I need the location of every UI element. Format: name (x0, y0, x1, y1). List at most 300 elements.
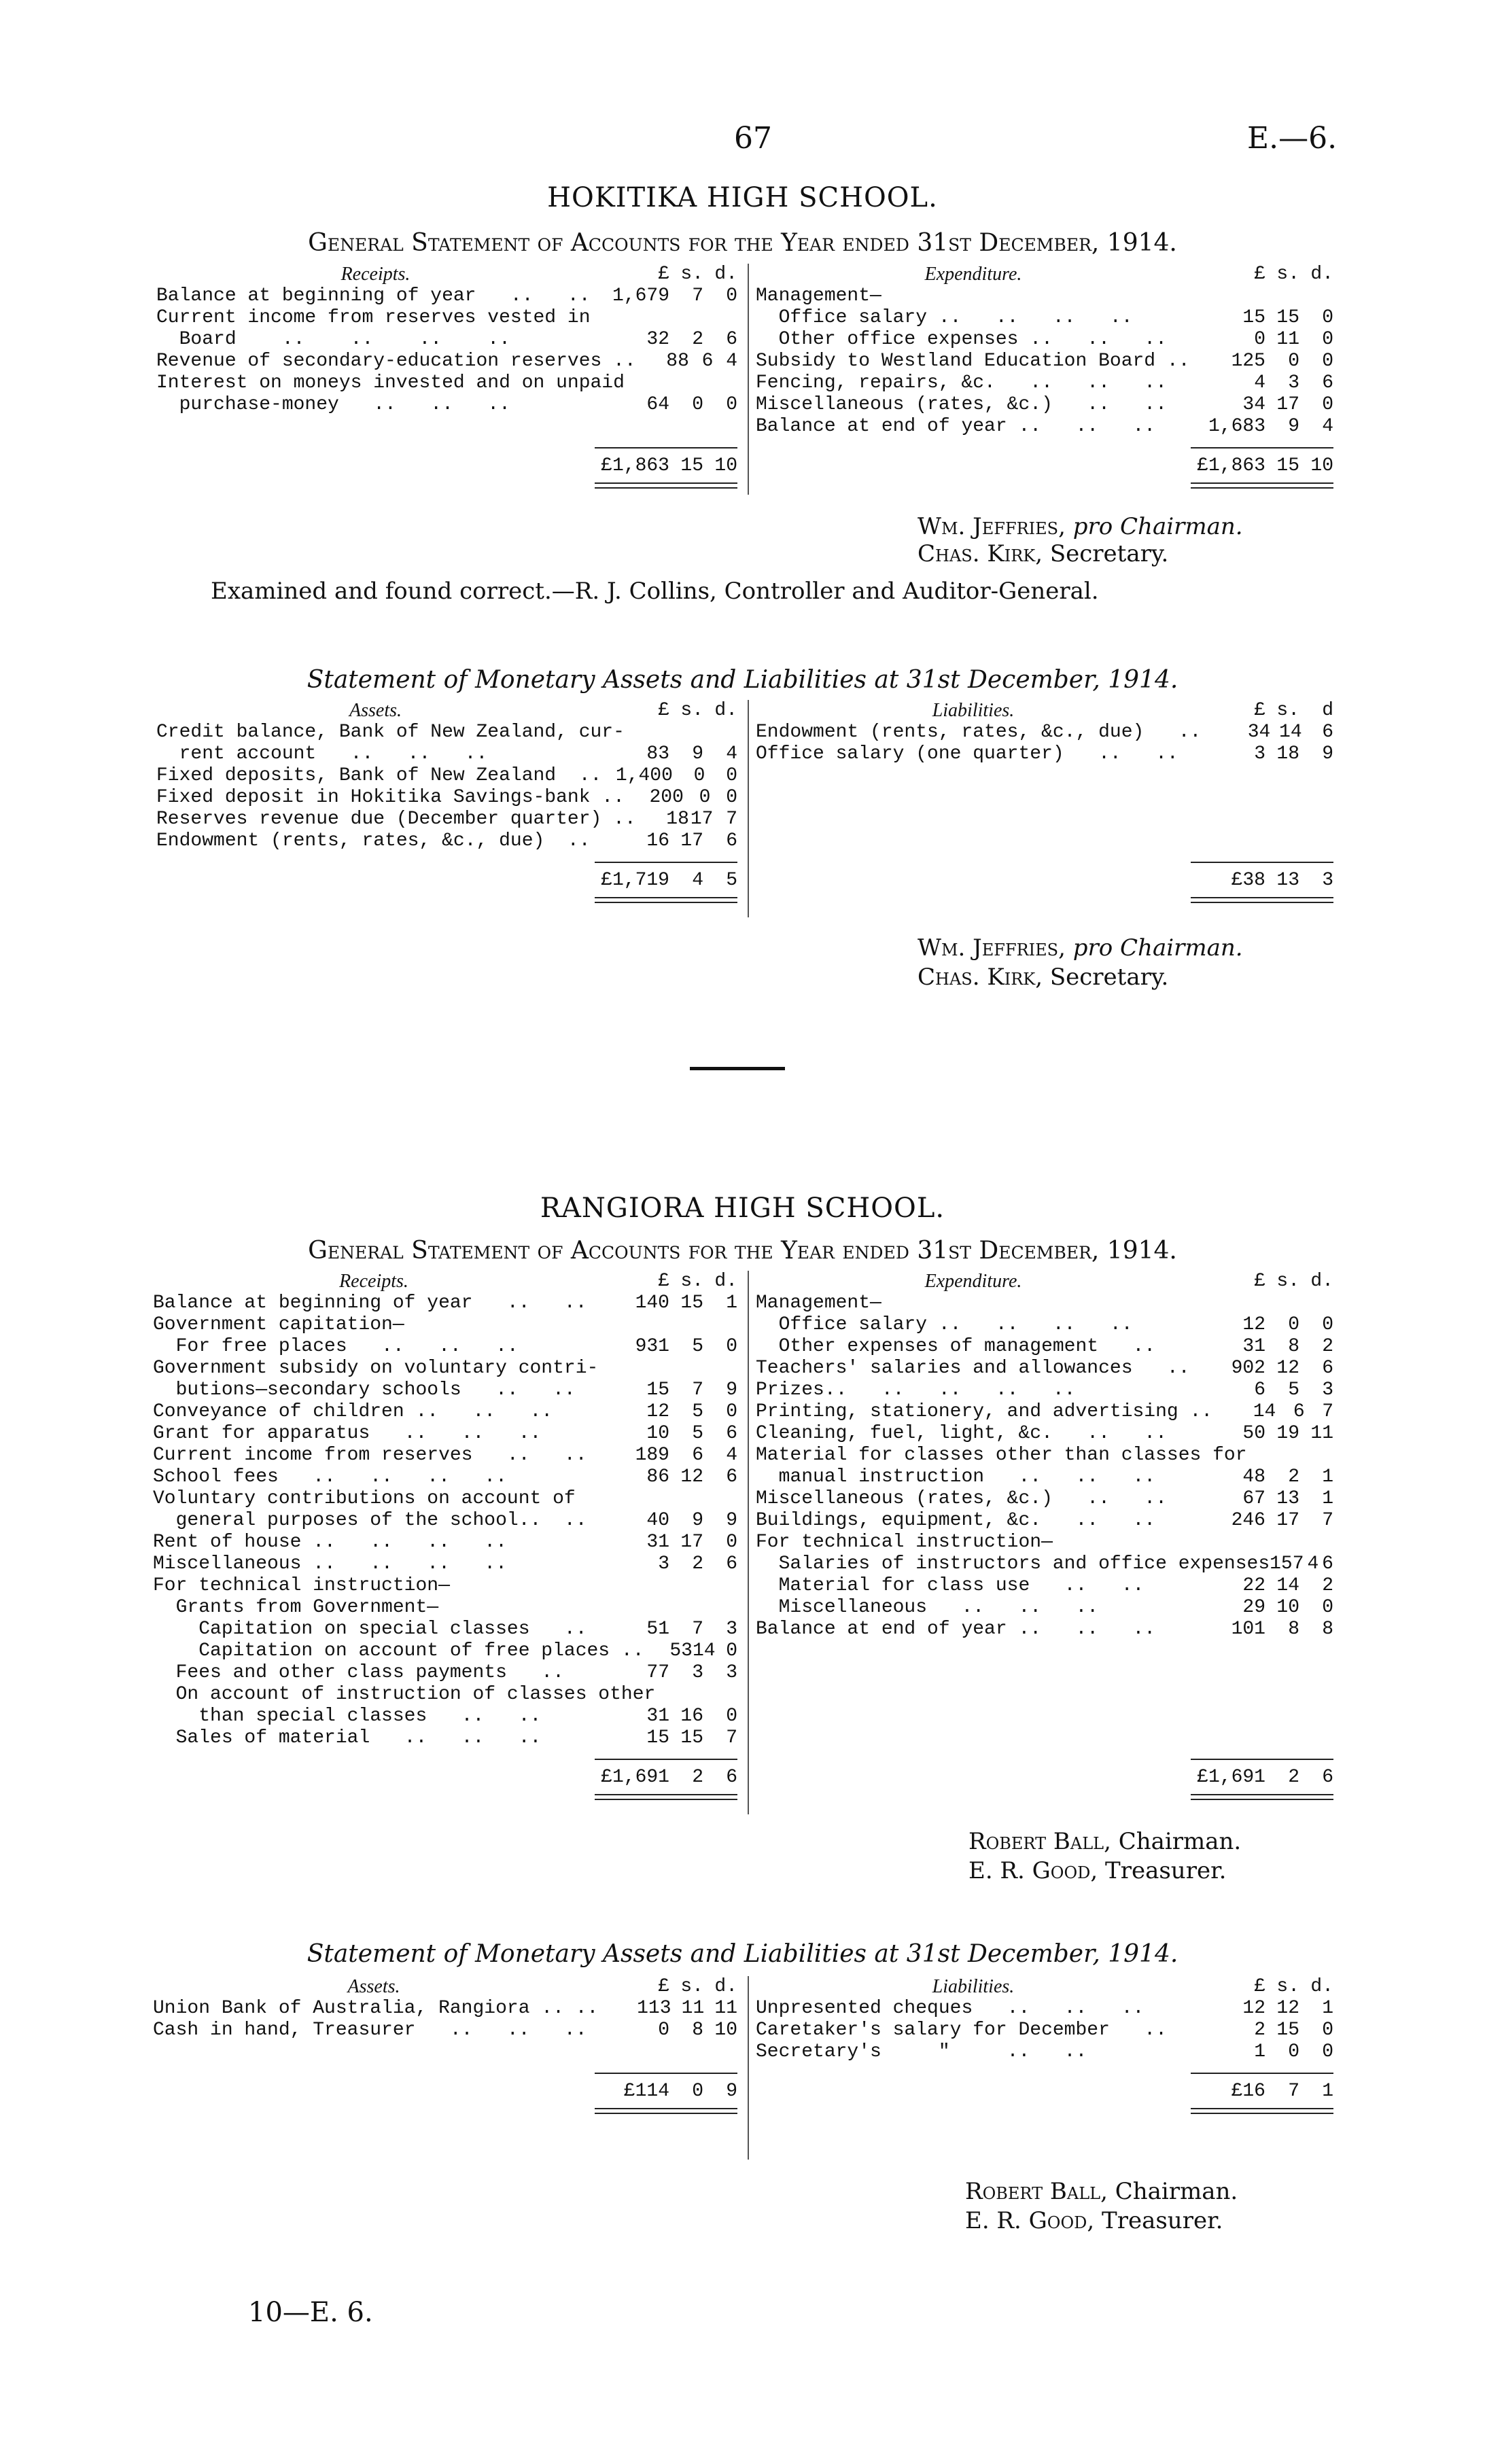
pence-value: 0 (726, 765, 737, 786)
row-label: Conveyance of children .. .. .. (153, 1401, 553, 1422)
pence-value: 0 (726, 1532, 737, 1553)
hokitika-receipts-table (156, 264, 737, 489)
unit-header: s. (680, 700, 703, 721)
total-shillings: 0 (692, 2081, 703, 2102)
table-row (153, 1684, 737, 1706)
total-pounds: £16 (1231, 2081, 1265, 2102)
pence-value: 11 (714, 1998, 737, 2019)
row-label: Material for classes other than classes for (756, 1445, 1247, 1466)
pounds-value: 51 (646, 1619, 669, 1640)
double-rule-bottom (595, 902, 737, 903)
hokitika-signature-1 (918, 513, 1243, 540)
table-row (756, 1597, 1333, 1619)
total-rule (595, 1759, 737, 1760)
shillings-value: 0 (693, 765, 705, 786)
pence-value: 0 (1322, 329, 1333, 350)
table-row (153, 1553, 737, 1575)
pence-value: 9 (1322, 743, 1333, 764)
row-label: Fixed deposits, Bank of New Zealand .. (156, 765, 602, 786)
rangiora-signature-4 (965, 2207, 1223, 2234)
pence-value: 3 (726, 1619, 737, 1640)
pence-value: 1 (1322, 1998, 1333, 2019)
table-row (756, 416, 1333, 438)
total-pence: 9 (726, 2081, 737, 2102)
table-row (153, 1727, 737, 1749)
pounds-value (1191, 285, 1265, 307)
shillings-value: 0 (692, 394, 703, 415)
shillings-value: 3 (1288, 372, 1299, 393)
table-row (156, 307, 737, 329)
shillings-value (699, 1684, 718, 1706)
row-label: Capitation on special classes .. (153, 1619, 587, 1640)
pounds-value: 53 (669, 1640, 693, 1661)
total-pence: 1 (1322, 2081, 1333, 2102)
row-label: Balance at end of year .. .. .. (756, 1619, 1156, 1640)
pence-value (710, 372, 737, 394)
row-label: Management— (756, 285, 881, 306)
table-row (756, 2020, 1333, 2041)
pence-value: 0 (726, 285, 737, 306)
unit-header: £ (1254, 1976, 1265, 1997)
total-shillings: 15 (680, 455, 703, 476)
unit-header: £ (658, 700, 669, 721)
shillings-value: 5 (692, 1401, 703, 1422)
row-label: manual instruction .. .. .. (756, 1466, 1156, 1488)
column-header: Liabilities. (932, 1976, 1015, 1997)
double-rule-bottom (1191, 2113, 1333, 2114)
total-rule (1191, 2073, 1333, 2074)
table-row (153, 1358, 737, 1379)
row-label: On account of instruction of classes other (153, 1684, 656, 1705)
table-row (756, 285, 1333, 307)
pence-value: 0 (1322, 351, 1333, 372)
row-label: Board .. .. .. .. (156, 329, 510, 350)
row-label: Balance at end of year .. .. .. (756, 416, 1156, 437)
pounds-value: 34 (1242, 394, 1265, 415)
total-shillings: 2 (1288, 1767, 1299, 1788)
shillings-value: 15 (1276, 307, 1299, 328)
shillings-value: 5 (1288, 1379, 1299, 1401)
total-label-spacer (756, 2081, 1191, 2102)
pence-value: 6 (726, 329, 737, 350)
shillings-value: 13 (1276, 1488, 1299, 1509)
row-label: For technical instruction— (756, 1532, 1053, 1553)
table-row (156, 285, 737, 307)
pounds-value (625, 372, 684, 394)
unit-header: d. (1310, 1976, 1333, 1997)
shillings-value (669, 1314, 703, 1336)
total-pence: 6 (726, 1767, 737, 1788)
total-pounds: £1,863 (601, 455, 669, 476)
row-label: Balance at beginning of year .. .. (156, 285, 591, 306)
total-shillings: 2 (692, 1767, 703, 1788)
pence-value: 6 (1322, 1358, 1333, 1379)
column-header: Receipts. (339, 1271, 408, 1292)
pounds-value (1191, 1292, 1265, 1314)
pence-value: 0 (1322, 1314, 1333, 1335)
table-row (756, 1532, 1333, 1553)
pounds-value: 902 (1231, 1358, 1265, 1379)
pence-value (703, 1597, 737, 1619)
hokitika-assets-table (156, 700, 737, 903)
table-row (153, 1662, 737, 1684)
unit-header: d (1322, 700, 1333, 721)
pounds-value: 2 (1254, 2020, 1265, 2041)
table-row (153, 1640, 737, 1662)
double-rule-bottom (1191, 902, 1333, 903)
column-header: Liabilities. (932, 700, 1015, 721)
row-label: For technical instruction— (153, 1575, 450, 1596)
unit-header: s. (1276, 264, 1299, 285)
shillings-value: 17 (1276, 1510, 1299, 1531)
shillings-value: 15 (680, 1292, 703, 1314)
rangiora-signature-1 (968, 1828, 1241, 1855)
table-row (756, 1575, 1333, 1597)
row-label: Capitation on account of free places .. (153, 1640, 644, 1661)
shillings-value: 8 (1288, 1619, 1299, 1640)
total-block (756, 1759, 1333, 1800)
total-label-spacer (156, 870, 595, 892)
table-row (153, 1314, 737, 1336)
table-row (756, 351, 1333, 372)
signatory-role: pro Chairman. (1072, 934, 1243, 962)
pounds-value: 16 (646, 830, 669, 851)
pounds-value: 14 (1253, 1401, 1276, 1422)
page-ref: E.—6. (1247, 121, 1338, 156)
hokitika-title: HOKITIKA HIGH SCHOOL. (547, 182, 938, 213)
total-pounds: £1,691 (601, 1767, 669, 1788)
signatory-name: Wm. Jeffries, (918, 934, 1066, 962)
pounds-value (1247, 1445, 1293, 1466)
table-row (153, 1706, 737, 1727)
pounds-value: 12 (1242, 1314, 1265, 1335)
shillings-value: 7 (692, 1379, 703, 1401)
pounds-value (595, 1314, 669, 1336)
pounds-value: 34 (1247, 722, 1271, 743)
shillings-value: 5 (692, 1336, 703, 1357)
row-label: Union Bank of Australia, Rangiora .. .. (153, 1998, 599, 2019)
table-row (153, 1379, 737, 1401)
table-row (153, 1336, 737, 1358)
pounds-value (655, 1684, 698, 1706)
unit-header: d. (714, 264, 737, 285)
unit-header: d. (714, 1976, 737, 1997)
pence-value: 0 (1322, 1597, 1333, 1618)
pounds-value: 157 (1270, 1553, 1304, 1574)
total-label-spacer (756, 1767, 1191, 1789)
total-row (153, 1767, 737, 1789)
pounds-value: 15 (646, 1727, 669, 1748)
pounds-value: 77 (646, 1662, 669, 1683)
total-rule (595, 862, 737, 863)
total-label-spacer (156, 455, 595, 477)
shillings-value: 17 (690, 809, 714, 830)
unit-header: d. (1310, 264, 1333, 285)
total-row (756, 2081, 1333, 2102)
total-block (756, 2073, 1333, 2114)
table-row (756, 1292, 1333, 1314)
pence-value: 1 (1322, 1488, 1333, 1509)
shillings-value: 17 (680, 1532, 703, 1553)
total-pounds: £1,691 (1197, 1767, 1265, 1788)
shillings-value: 10 (1276, 1597, 1299, 1618)
row-label: Endowment (rents, rates, &c., due) .. (756, 722, 1202, 743)
total-label-spacer (756, 870, 1191, 892)
shillings-value: 19 (1276, 1423, 1299, 1444)
shillings-value: 2 (1288, 1466, 1299, 1488)
table-row (756, 1619, 1333, 1640)
double-rule-top (595, 482, 737, 484)
pounds-value: 12 (646, 1401, 669, 1422)
pence-value: 6 (726, 830, 737, 851)
shillings-value (1265, 285, 1299, 307)
pounds-value (595, 1597, 669, 1619)
total-block (153, 1759, 737, 1800)
table-row (756, 2041, 1333, 2063)
pounds-value: 246 (1231, 1510, 1265, 1531)
shillings-value: 2 (692, 329, 703, 350)
pence-value: 4 (726, 351, 737, 372)
rangiora-signature-2 (968, 1857, 1226, 1884)
section-divider (690, 1067, 785, 1070)
table-header (156, 700, 737, 722)
hokitika-liabilities-table (756, 700, 1333, 903)
pounds-value: 50 (1242, 1423, 1265, 1444)
shillings-value (669, 1575, 703, 1597)
pence-value: 6 (1322, 722, 1334, 743)
rangiora-subtitle: General Statement of Accounts for the Year ended 31st December, 1914. (308, 1237, 1177, 1265)
table-row (756, 1510, 1333, 1532)
double-rule-top (595, 897, 737, 898)
pounds-value: 1,679 (612, 285, 669, 306)
pounds-value: 3 (658, 1553, 669, 1574)
pence-value: 0 (1322, 307, 1333, 328)
pence-value: 0 (726, 394, 737, 415)
total-pence: 5 (726, 870, 737, 891)
unit-header: d. (714, 700, 737, 721)
unit-header: s. (1276, 1976, 1299, 1997)
pounds-value: 48 (1242, 1466, 1265, 1488)
total-rule (595, 447, 737, 448)
row-label: Grant for apparatus .. .. .. (153, 1423, 542, 1444)
shillings-value: 2 (692, 1553, 703, 1574)
table-header (756, 700, 1333, 722)
rangiora-signature-3 (965, 2178, 1238, 2205)
signatory-name: Wm. Jeffries, (918, 513, 1066, 540)
pounds-value (598, 1358, 671, 1379)
pence-value: 4 (1322, 416, 1333, 437)
row-label: Revenue of secondary-education reserves .. (156, 351, 636, 372)
table-row (153, 2020, 737, 2041)
signatory-role: Secretary. (1049, 964, 1169, 991)
row-label: butions—secondary schools .. .. (153, 1379, 576, 1401)
rangiora-title: RANGIORA HIGH SCHOOL. (540, 1193, 945, 1224)
pounds-value: 140 (635, 1292, 669, 1314)
table-header (153, 1976, 737, 1998)
table-row (756, 1336, 1333, 1358)
shillings-value (684, 722, 711, 743)
pence-value: 7 (726, 809, 737, 830)
signatory-role: Treasurer. (1105, 1857, 1227, 1884)
shillings-value: 0 (1288, 351, 1299, 372)
signatory-role: Treasurer. (1102, 2207, 1223, 2234)
row-label: Miscellaneous .. .. .. .. (153, 1553, 507, 1574)
table-row (756, 329, 1333, 351)
pence-value: 2 (1322, 1575, 1333, 1596)
shillings-value: 12 (680, 1466, 703, 1488)
unit-header: d. (1310, 1271, 1333, 1292)
column-header: Expenditure. (924, 264, 1022, 285)
total-rule (1191, 862, 1333, 863)
table-row (756, 1445, 1333, 1466)
shillings-value (671, 1358, 705, 1379)
total-rule (1191, 447, 1333, 448)
shillings-value: 6 (701, 351, 714, 372)
shillings-value: 0 (1288, 2041, 1299, 2062)
total-shillings: 13 (1276, 870, 1299, 891)
total-row (156, 870, 737, 892)
pounds-value: 22 (1242, 1575, 1265, 1596)
shillings-value: 0 (699, 787, 711, 808)
total-pence: 3 (1322, 870, 1333, 891)
row-label: Cash in hand, Treasurer .. .. .. (153, 2020, 587, 2041)
row-label: Interest on moneys invested and on unpaid (156, 372, 625, 393)
pounds-value: 113 (637, 1998, 671, 2019)
row-label: Subsidy to Westland Education Board .. (756, 351, 1190, 372)
shillings-value (669, 1597, 703, 1619)
pence-value: 0 (726, 1706, 737, 1727)
pence-value: 0 (1322, 394, 1333, 415)
pounds-value: 4 (1254, 372, 1265, 393)
pence-value: 7 (726, 1727, 737, 1748)
total-block (756, 862, 1333, 903)
shillings-value (669, 307, 703, 329)
row-label: Printing, stationery, and advertising .. (756, 1401, 1213, 1422)
unit-header: £ (658, 264, 669, 285)
row-label: Prizes.. .. .. .. .. (756, 1379, 1076, 1401)
pence-value: 0 (1322, 2041, 1333, 2062)
total-row (756, 1767, 1333, 1789)
pounds-value: 15 (646, 1379, 669, 1401)
pounds-value: 31 (1242, 1336, 1265, 1357)
table-row (756, 1314, 1333, 1336)
total-shillings: 15 (1276, 455, 1299, 476)
pounds-value: 0 (658, 2020, 669, 2041)
pence-value: 0 (1322, 2020, 1333, 2041)
unit-header: £ (1254, 264, 1265, 285)
pence-value (704, 1358, 737, 1379)
signatory-name: Chas. Kirk, (918, 964, 1043, 991)
hokitika-subtitle: General Statement of Accounts for the Year ended 31st December, 1914. (308, 229, 1177, 257)
pence-value (703, 1314, 737, 1336)
shillings-value: 18 (1276, 743, 1299, 764)
total-pounds: £114 (623, 2081, 669, 2102)
shillings-value: 14 (1276, 1575, 1299, 1596)
total-rule (1191, 1759, 1333, 1760)
pence-value (718, 1684, 737, 1706)
row-label: Miscellaneous (rates, &c.) .. .. (756, 394, 1167, 415)
pounds-value (625, 722, 684, 743)
row-label: Salaries of instructors and office expenses (756, 1553, 1270, 1574)
pence-value: 7 (1322, 1510, 1333, 1531)
pounds-value: 10 (646, 1423, 669, 1444)
pounds-value: 101 (1231, 1619, 1265, 1640)
pence-value: 0 (726, 1401, 737, 1422)
pence-value: 3 (1322, 1379, 1333, 1401)
hokitika-monetary-title: Statement of Monetary Assets and Liabilities at 31st December, 1914. (307, 666, 1178, 694)
row-label: Office salary .. .. .. .. (756, 307, 1133, 328)
total-pence: 10 (1310, 455, 1333, 476)
shillings-value: 7 (692, 1619, 703, 1640)
table-row (153, 1575, 737, 1597)
pence-value (703, 1488, 737, 1510)
pounds-value (1191, 1532, 1265, 1553)
double-rule-top (1191, 1794, 1333, 1795)
row-label: Other office expenses .. .. .. (756, 329, 1167, 350)
shillings-value: 9 (1288, 416, 1299, 437)
pounds-value: 3 (1254, 743, 1265, 764)
table-row (756, 1401, 1333, 1423)
shillings-value: 8 (692, 2020, 703, 2041)
shillings-value: 9 (692, 1510, 703, 1531)
pounds-value: 1,683 (1208, 416, 1265, 437)
pounds-value: 189 (635, 1445, 669, 1466)
table-row (153, 1423, 737, 1445)
rangiora-receipts-table (153, 1271, 737, 1800)
table-row (756, 722, 1333, 743)
table-row (756, 372, 1333, 394)
pounds-value: 67 (1242, 1488, 1265, 1509)
shillings-value: 6 (1293, 1401, 1305, 1422)
pence-value: 0 (726, 1640, 737, 1661)
pence-value: 9 (726, 1510, 737, 1531)
row-label: Fees and other class payments .. (153, 1662, 564, 1683)
total-row (756, 870, 1333, 892)
row-label: purchase-money .. .. .. (156, 394, 510, 415)
pounds-value: 15 (1242, 307, 1265, 328)
row-label: Government subsidy on voluntary contri- (153, 1358, 599, 1379)
row-label: Fixed deposit in Hokitika Savings-bank .. (156, 787, 625, 808)
total-pounds: £38 (1231, 870, 1265, 891)
pounds-value: 200 (649, 787, 684, 808)
shillings-value: 3 (692, 1662, 703, 1683)
pounds-value: 32 (646, 329, 669, 350)
table-row (156, 372, 737, 394)
total-pence: 6 (1322, 1767, 1333, 1788)
table-row (153, 1619, 737, 1640)
pounds-value: 88 (666, 351, 689, 372)
total-pounds: £1,719 (601, 870, 669, 891)
unit-header: £ (1254, 1271, 1265, 1292)
row-label: Grants from Government— (153, 1597, 439, 1618)
table-row (153, 1488, 737, 1510)
signatory-role: Chairman. (1115, 2178, 1238, 2205)
row-label: Teachers' salaries and allowances .. (756, 1358, 1190, 1379)
pence-value: 1 (1322, 1466, 1333, 1488)
total-label-spacer (153, 2081, 595, 2102)
hokitika-signature-4 (918, 964, 1168, 991)
row-label: Unpresented cheques .. .. .. (756, 1998, 1145, 2019)
unit-header: £ (1254, 700, 1265, 721)
row-label: Endowment (rents, rates, &c., due) .. (156, 830, 591, 851)
pounds-value: 12 (1242, 1998, 1265, 2019)
shillings-value: 6 (692, 1445, 703, 1466)
table-row (153, 1401, 737, 1423)
table-row (156, 809, 737, 830)
pence-value (1299, 285, 1333, 307)
row-label: Reserves revenue due (December quarter) .. (156, 809, 636, 830)
double-rule-top (1191, 2108, 1333, 2109)
